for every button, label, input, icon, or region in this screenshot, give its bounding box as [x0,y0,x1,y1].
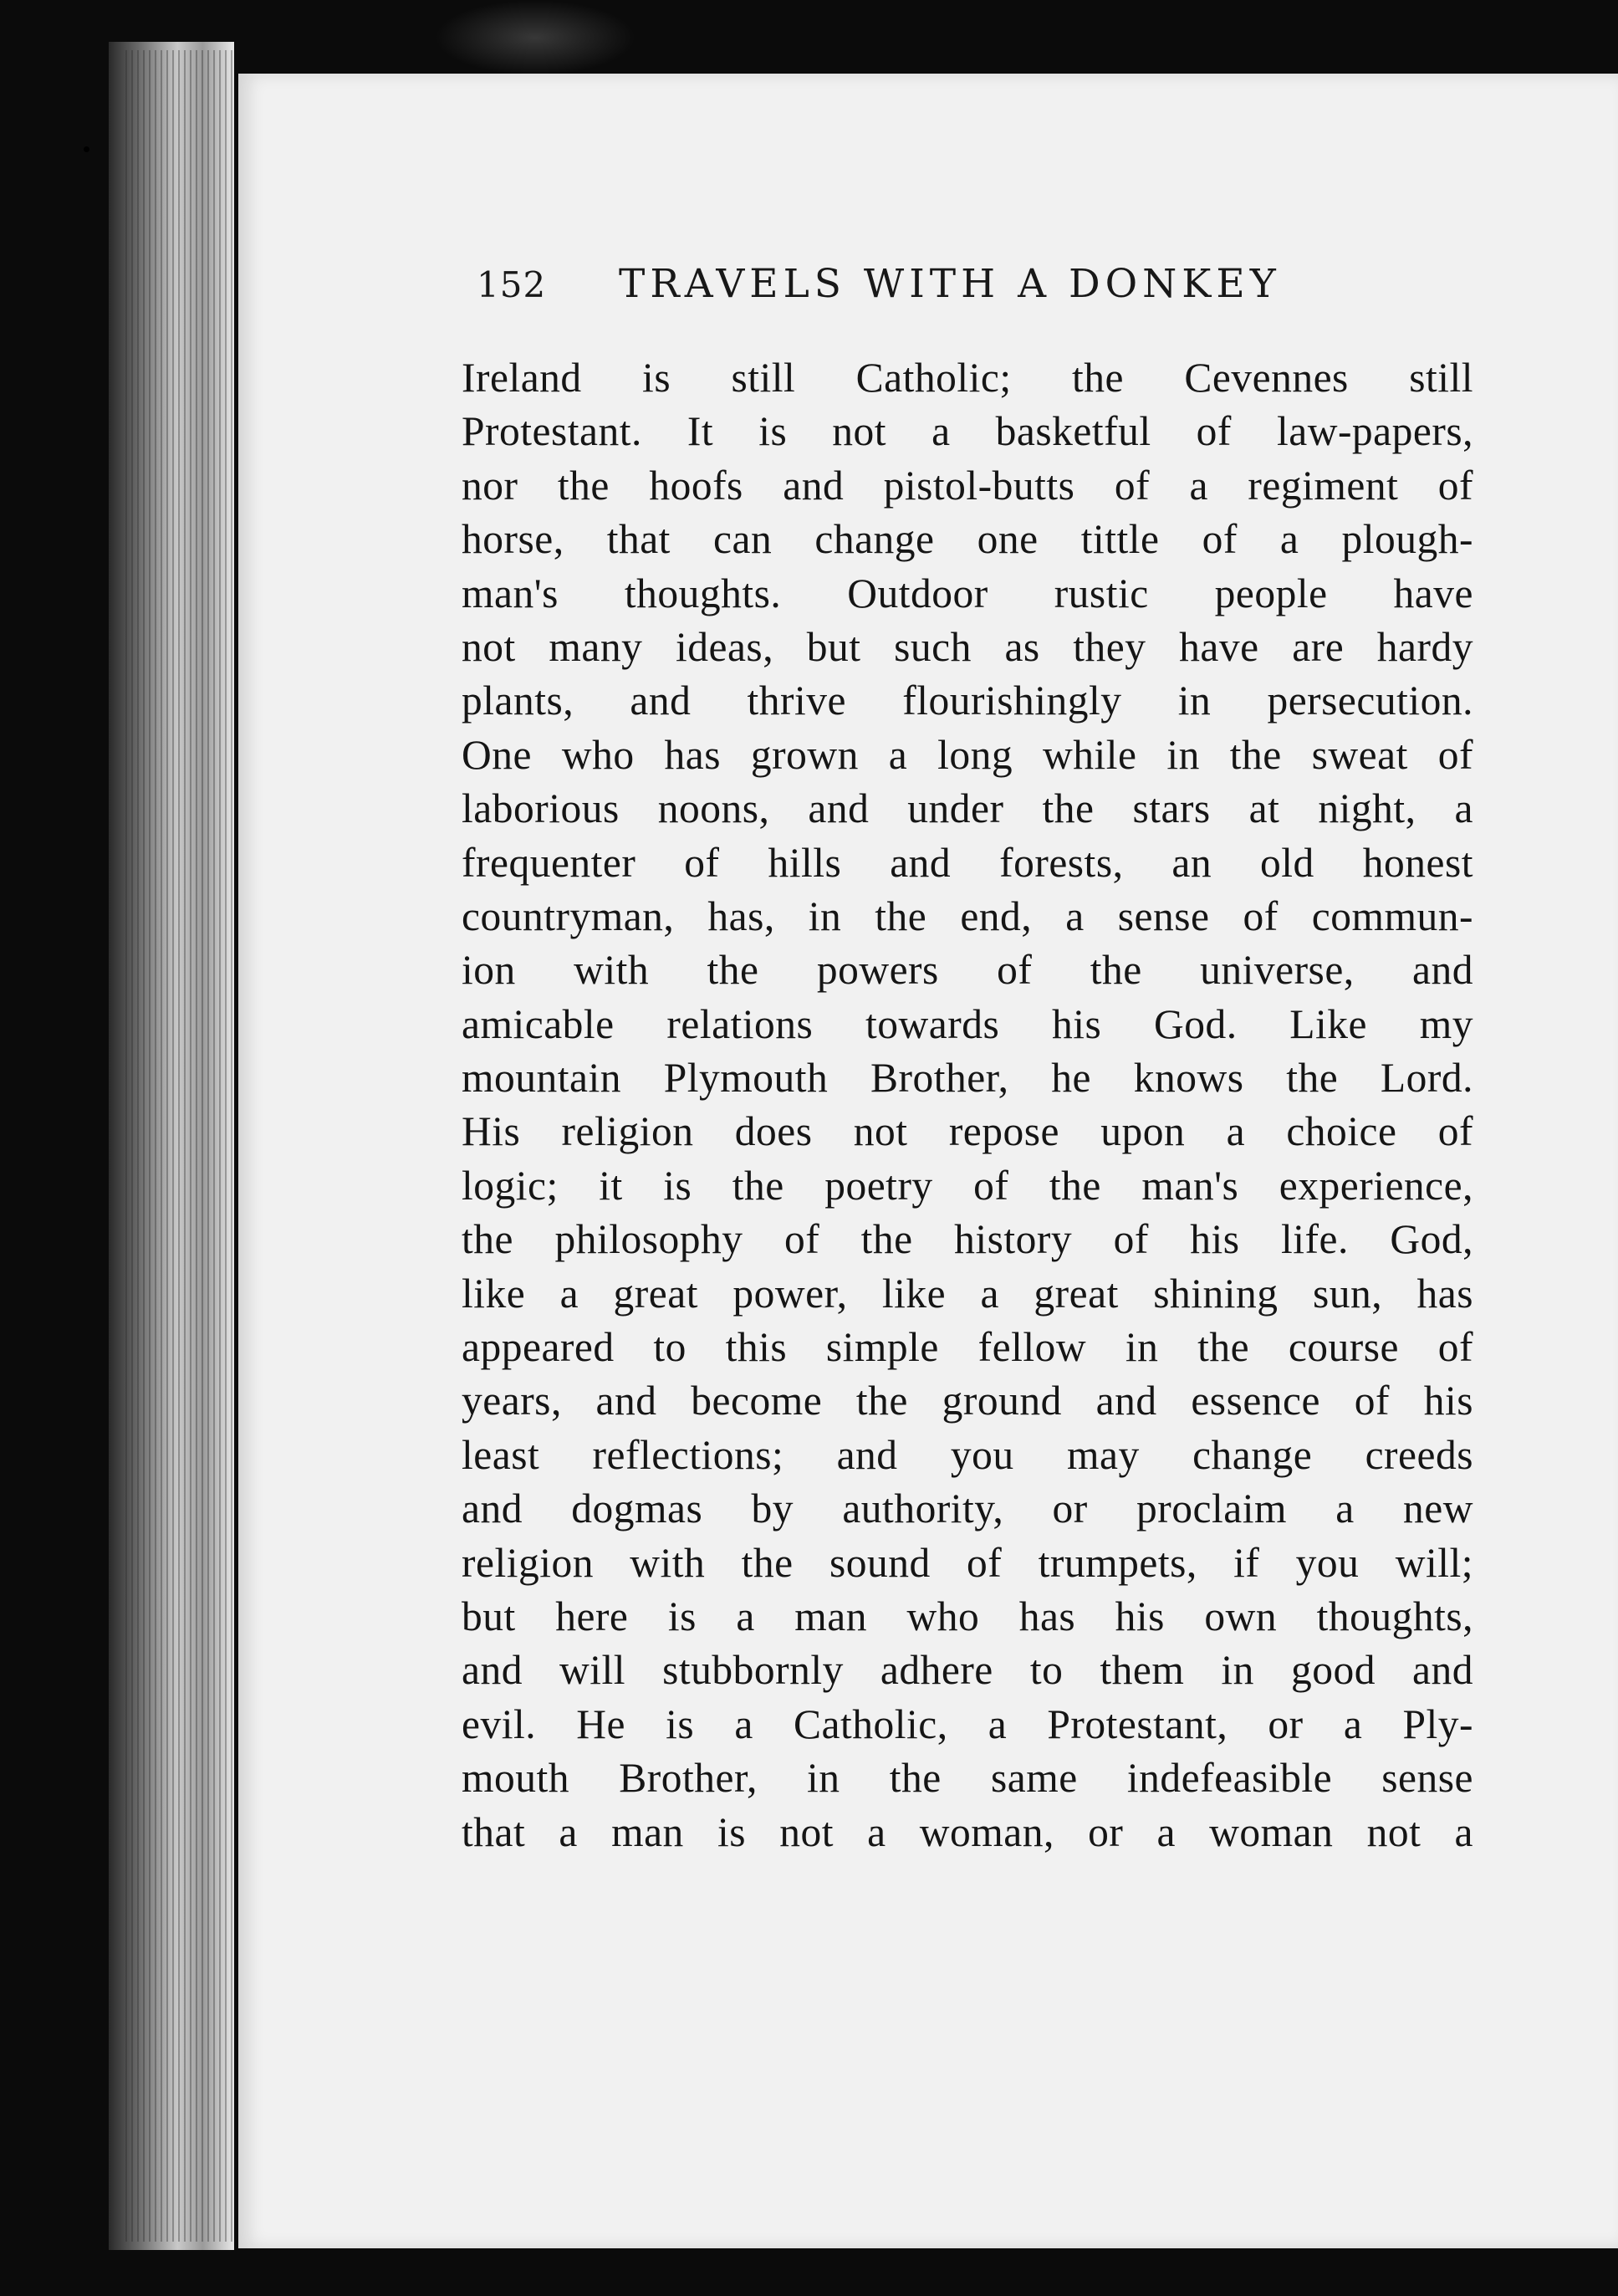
text-line: horse, that can change one tittle of a plough- [462,516,1473,563]
text-line: least reflections; and you may change creeds [462,1431,1473,1478]
text-line: frequenter of hills and forests, an old honest [462,839,1473,886]
text-line: countryman, has, in the end, a sense of commun- [462,892,1473,939]
text-line: laborious noons, and under the stars at night, a [462,785,1473,832]
text-line: Protestant. It is not a basketful of law-papers, [462,408,1473,455]
text-line: and dogmas by authority, or proclaim a new [462,1485,1473,1532]
page-header [477,258,1413,316]
page-edges-texture [125,50,234,2242]
body-text [462,351,1473,1859]
text-line: but here is a man who has his own thoughts, [462,1593,1473,1639]
text-line: Ireland is still Catholic; the Cevennes still [462,355,1473,401]
text-line: years, and become the ground and essence of his [462,1378,1473,1424]
text-line: the philosophy of the history of his life. God, [462,1216,1473,1263]
text-line: like a great power, like a great shining sun, has [462,1270,1473,1317]
text-line: religion with the sound of trumpets, if you will; [462,1539,1473,1586]
text-line: mouth Brother, in the same indefeasible sense [462,1755,1473,1802]
text-line: One who has grown a long while in the sweat of [462,731,1473,778]
text-line: His religion does not repose upon a choice of [462,1108,1473,1155]
text-line: plants, and thrive flourishingly in persecution. [462,678,1473,724]
scan-speck [84,146,89,152]
running-title: TRAVELS WITH A DONKEY [619,261,1281,307]
text-line: ion with the powers of the universe, and [462,947,1473,994]
text-line: amicable relations towards his God. Like my [462,1000,1473,1047]
scan-dust-mark [435,0,635,75]
text-line: and will stubbornly adhere to them in good and [462,1647,1473,1694]
text-line: that a man is not a woman, or a woman not a [462,1808,1473,1855]
text-line: nor the hoofs and pistol-butts of a regiment of [462,462,1473,509]
text-line: not many ideas, but such as they have are hardy [462,623,1473,670]
text-line: evil. He is a Catholic, a Protestant, or a Ply- [462,1700,1473,1747]
text-line: appeared to this simple fellow in the course of [462,1324,1473,1371]
text-line: mountain Plymouth Brother, he knows the Lord. [462,1055,1473,1102]
text-line: logic; it is the poetry of the man's experience, [462,1162,1473,1209]
page-number: 152 [477,264,547,305]
text-line: man's thoughts. Outdoor rustic people have [462,570,1473,616]
